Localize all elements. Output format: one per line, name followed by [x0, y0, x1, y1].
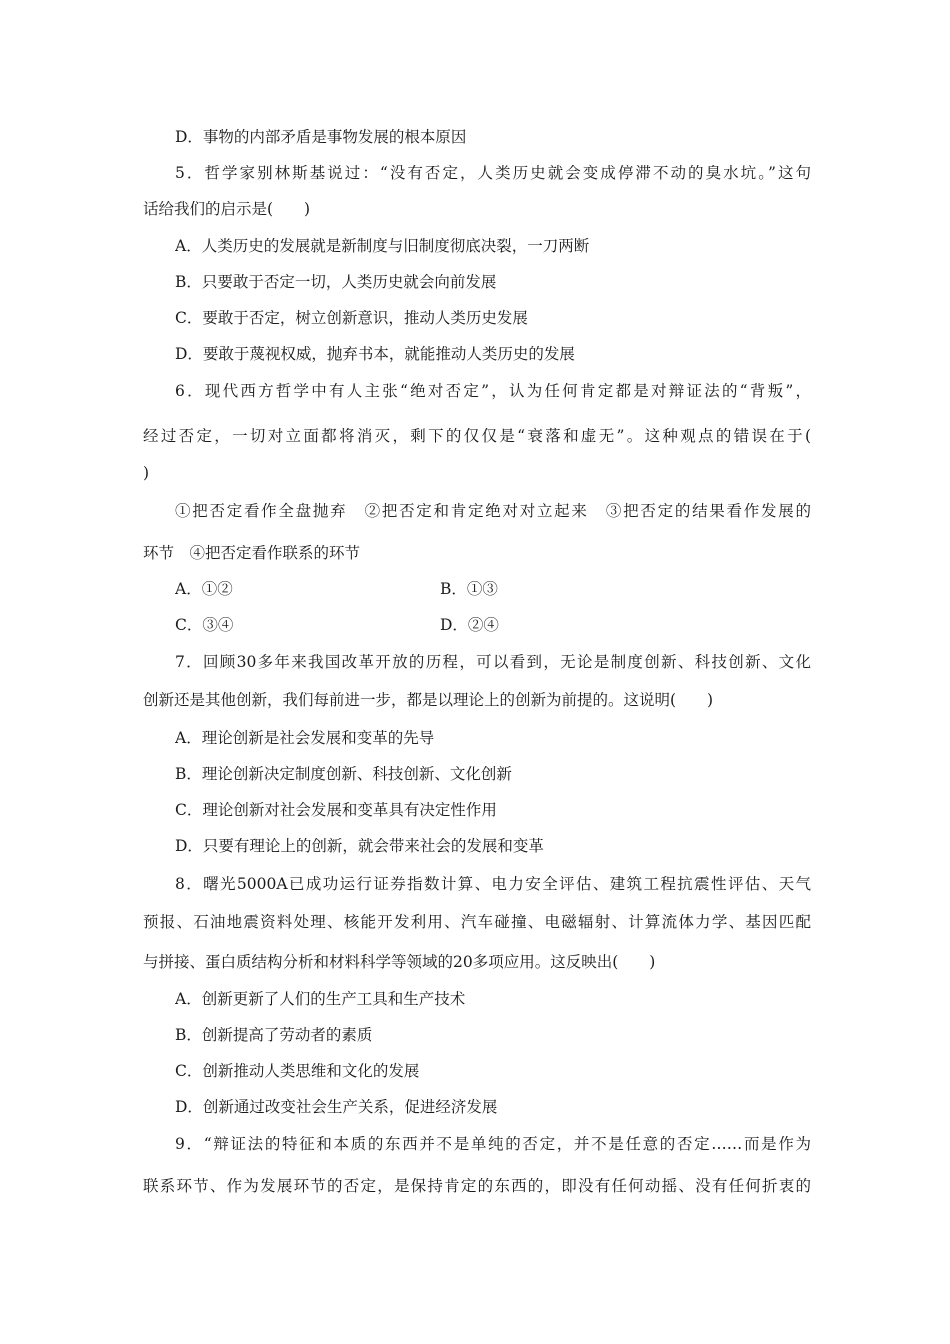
q8-stem-line1: 8．曙光5000A已成功运行证券指数计算、电力安全评估、建筑工程抗震性评估、天气	[175, 875, 811, 893]
q7-option-a: A．理论创新是社会发展和变革的先导	[175, 729, 435, 747]
q5-option-b: B．只要敢于否定一切，人类历史就会向前发展	[175, 273, 497, 291]
q8-stem-line3: 与拼接、蛋白质结构分析和材料科学等领域的20多项应用。这反映出( )	[143, 953, 656, 971]
q9-stem-line1: 9．“辩证法的特征和本质的东西并不是单纯的否定，并不是任意的否定……而是作为	[175, 1135, 811, 1153]
q8-option-d: D．创新通过改变社会生产关系，促进经济发展	[175, 1098, 498, 1116]
q6-stem-line1: 6．现代西方哲学中有人主张“绝对否定”，认为任何肯定都是对辩证法的“背叛”，	[175, 382, 811, 400]
q6-items-line2: 环节 ④把否定看作联系的环节	[143, 544, 361, 562]
q6-stem-line2: 经过否定，一切对立面都将消灭，剩下的仅仅是“衰落和虚无”。这种观点的错误在于(	[143, 427, 811, 445]
q5-stem-line1: 5．哲学家别林斯基说过：“没有否定，人类历史就会变成停滞不动的臭水坑。”这句	[175, 164, 811, 182]
q6-option-a: A．①②	[175, 580, 233, 598]
q5-option-a: A．人类历史的发展就是新制度与旧制度彻底决裂，一刀两断	[175, 237, 590, 255]
q7-stem-line2: 创新还是其他创新，我们每前进一步，都是以理论上的创新为前提的。这说明( )	[143, 691, 714, 709]
q9-stem-line2: 联系环节、作为发展环节的否定，是保持肯定的东西的，即没有任何动摇、没有任何折衷的	[143, 1177, 811, 1195]
q5-option-c: C．要敢于否定，树立创新意识，推动人类历史发展	[175, 309, 528, 327]
q6-option-d: D．②④	[440, 616, 499, 634]
q6-stem-line3: )	[143, 464, 150, 482]
q7-option-d: D．只要有理论上的创新，就会带来社会的发展和变革	[175, 837, 544, 855]
q4-option-d: D．事物的内部矛盾是事物发展的根本原因	[175, 128, 467, 146]
q8-option-a: A．创新更新了人们的生产工具和生产技术	[175, 990, 466, 1008]
q5-stem-line2: 话给我们的启示是( )	[143, 200, 311, 218]
q8-option-b: B．创新提高了劳动者的素质	[175, 1026, 373, 1044]
q8-stem-line2: 预报、石油地震资料处理、核能开发利用、汽车碰撞、电磁辐射、计算流体力学、基因匹配	[143, 913, 811, 931]
q7-option-c: C．理论创新对社会发展和变革具有决定性作用	[175, 801, 497, 819]
q7-stem-line1: 7．回顾30多年来我国改革开放的历程，可以看到，无论是制度创新、科技创新、文化	[175, 653, 811, 671]
q8-option-c: C．创新推动人类思维和文化的发展	[175, 1062, 420, 1080]
q7-option-b: B．理论创新决定制度创新、科技创新、文化创新	[175, 765, 512, 783]
q6-option-c: C．③④	[175, 616, 234, 634]
q6-option-b: B．①③	[440, 580, 498, 598]
q5-option-d: D．要敢于蔑视权威，抛弃书本，就能推动人类历史的发展	[175, 345, 575, 363]
q6-items-line1: ①把否定看作全盘抛弃 ②把否定和肯定绝对对立起来 ③把否定的结果看作发展的	[175, 502, 811, 520]
